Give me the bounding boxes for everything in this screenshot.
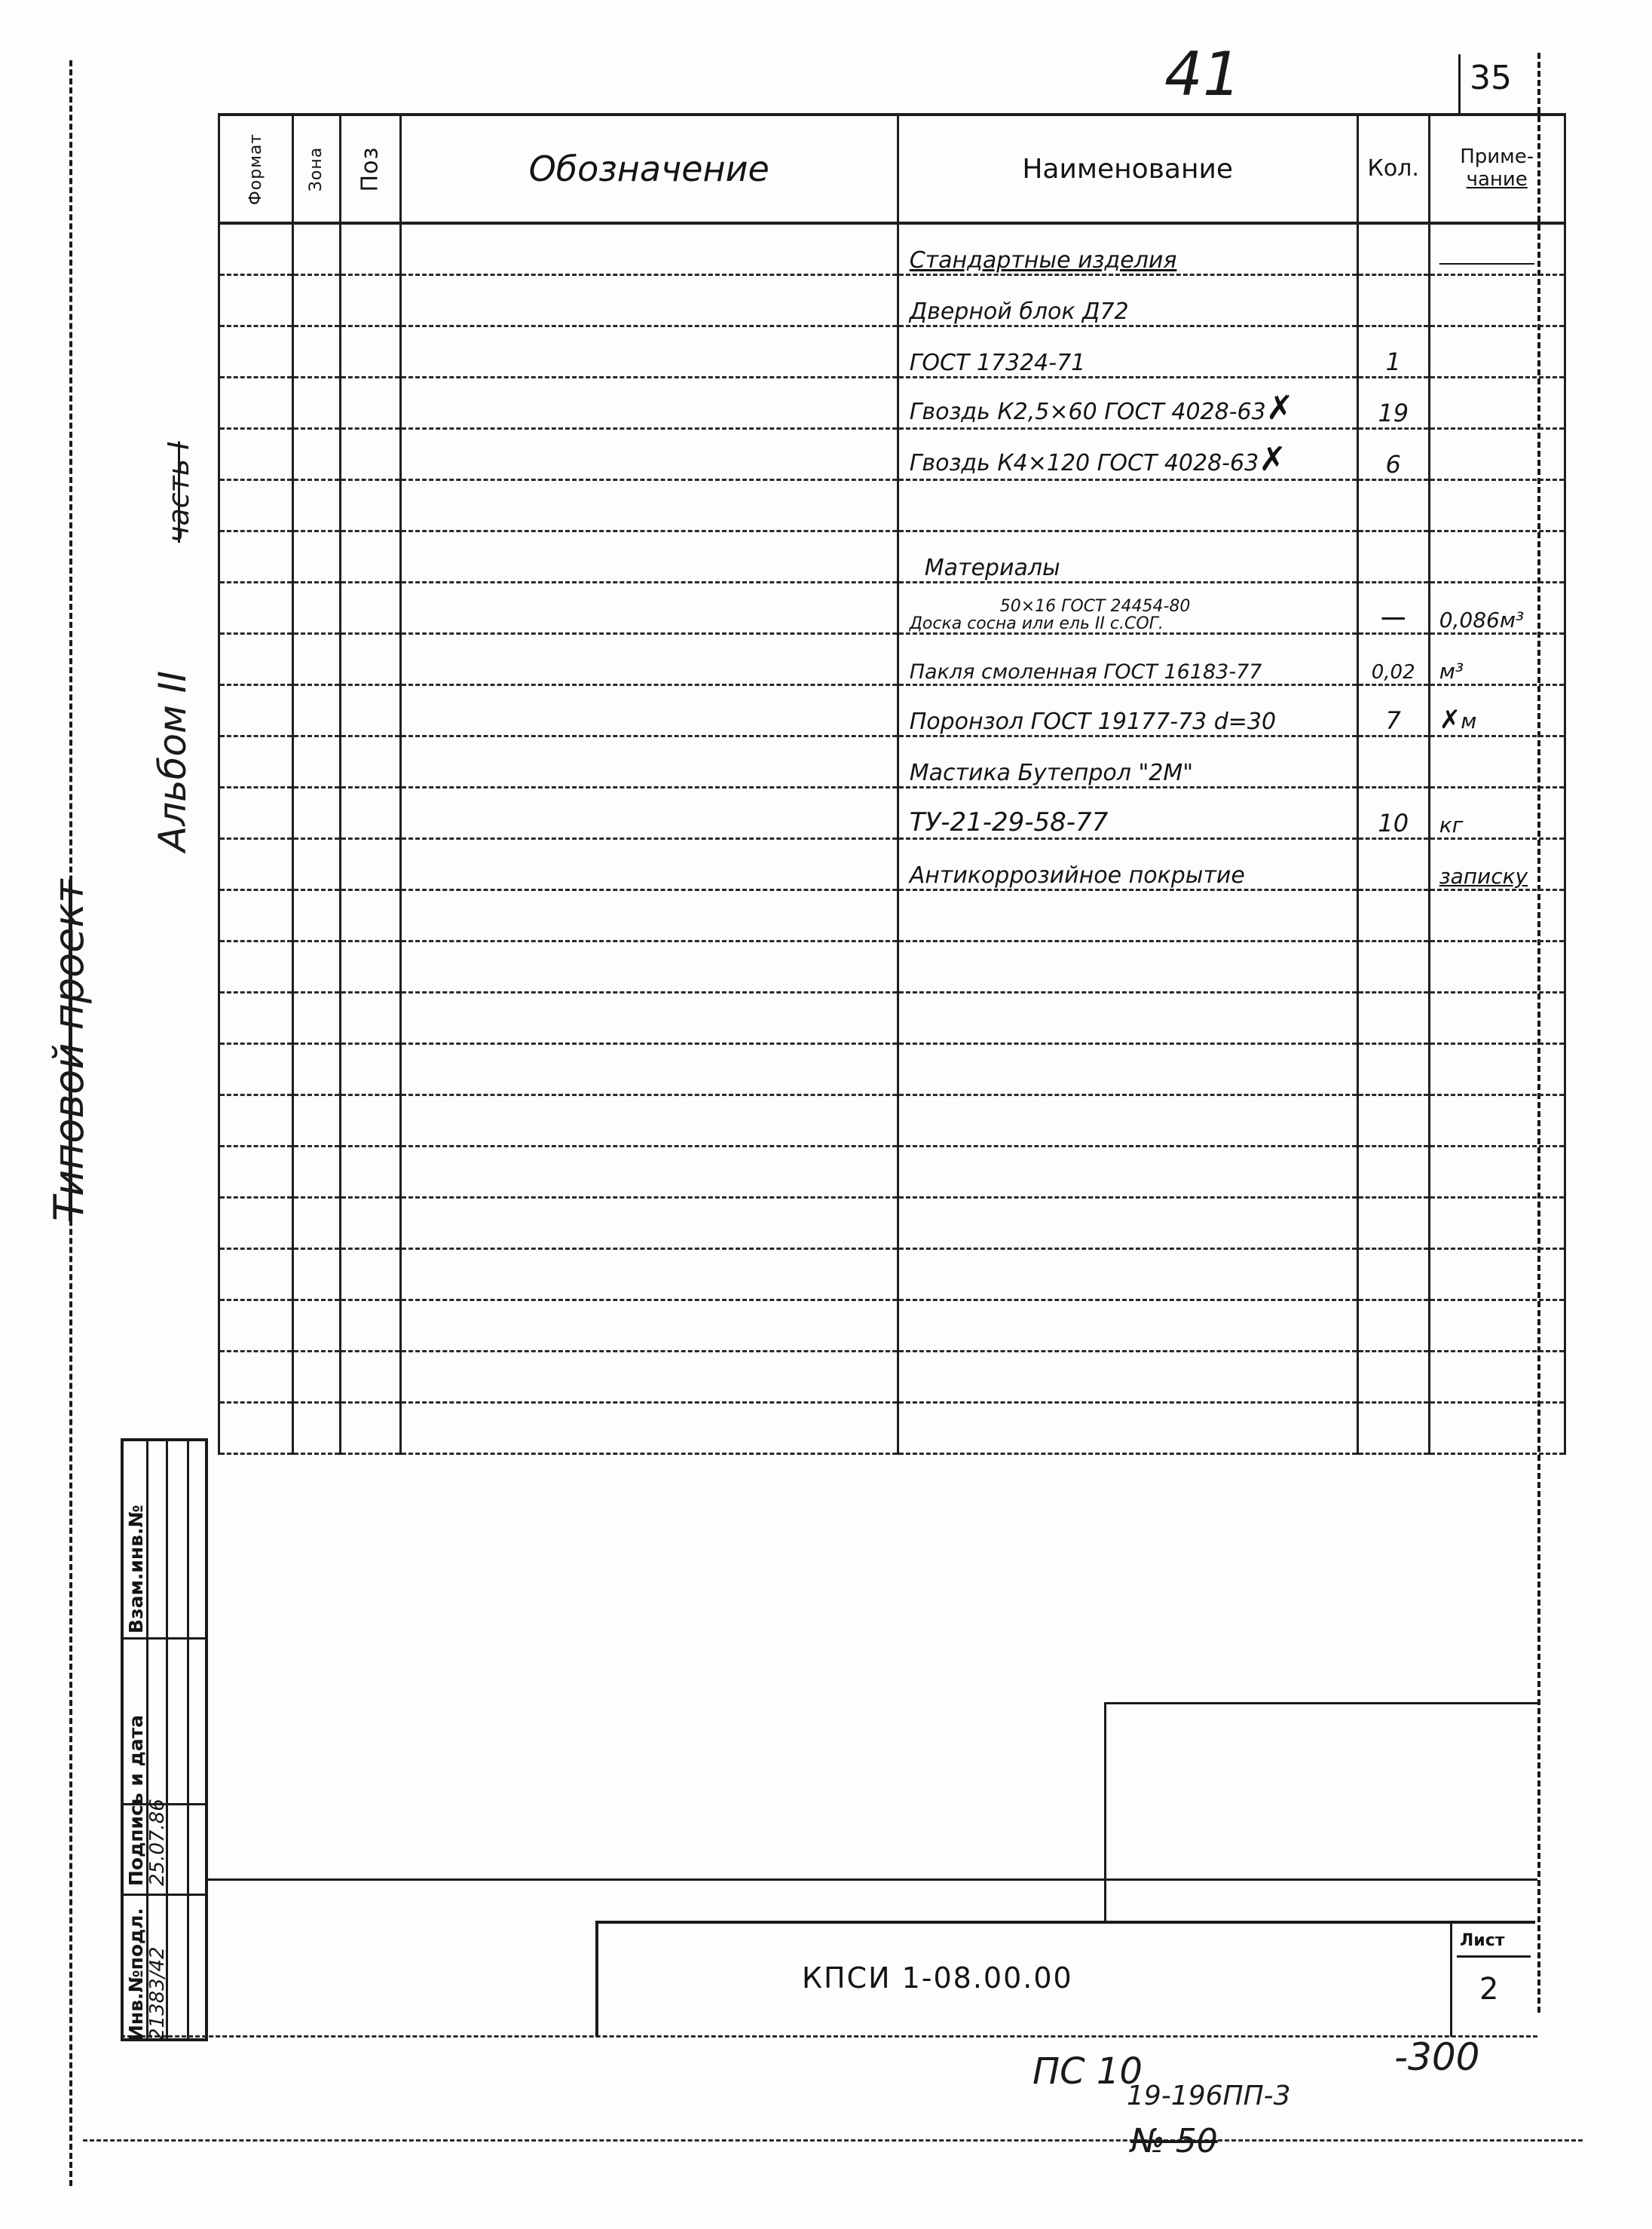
- row-note-struck: ——— ———: [1429, 223, 1565, 275]
- title-connector-h: [1104, 1702, 1537, 1704]
- row-name: ТУ-21-29-58-77: [898, 788, 1357, 839]
- row-name: Дверной блок Д72: [898, 275, 1357, 326]
- row-qty: 6: [1357, 429, 1429, 480]
- table-row: [219, 429, 1565, 480]
- page-corner-number: 35: [1470, 59, 1512, 97]
- header-format: Формат: [219, 115, 293, 223]
- header-pos: Поз: [340, 115, 400, 223]
- table-row: [219, 942, 1565, 993]
- stamp-inv-label: Инв.№подл.: [125, 1907, 147, 2041]
- table-row: [219, 480, 1565, 531]
- row-qty: 19: [1357, 378, 1429, 429]
- table-row: [219, 634, 1565, 685]
- table-row: [219, 1198, 1565, 1249]
- margin-note-album: Альбом II: [151, 670, 194, 852]
- table-row: [219, 378, 1565, 429]
- row-name: [898, 480, 1357, 531]
- table-row: [219, 1300, 1565, 1352]
- row-qty-struck: [1357, 583, 1429, 634]
- row-name: Мастика Бутепрол "2М": [898, 736, 1357, 788]
- header-zone: Зона: [293, 115, 340, 223]
- corner-mark: [1458, 54, 1461, 113]
- header-name: Наименование: [898, 115, 1357, 223]
- approval-stamp: [121, 1438, 208, 2041]
- title-connector-line: [1104, 1702, 1106, 1921]
- row-name: Поронзол ГОСТ 19177-73 d=30: [898, 685, 1357, 736]
- row-qty: 1: [1357, 326, 1429, 378]
- header-qty: Кол.: [1357, 115, 1429, 223]
- document-code: КПСИ 1-08.00.00: [802, 1961, 1073, 1995]
- row-qty: [1357, 275, 1429, 326]
- table-row: [219, 1095, 1565, 1147]
- stamp-sign-label: Подпись и дата: [125, 1714, 147, 1886]
- header-designation: Обозначение: [400, 115, 898, 223]
- title-top-rule: [208, 1878, 1537, 1881]
- row-note: м³: [1429, 634, 1565, 685]
- row-name: Гвоздь К2,5×60 ГОСТ 4028-63✗: [898, 378, 1357, 429]
- sheet-label: Лист: [1460, 1931, 1505, 1950]
- table-row: [219, 1403, 1565, 1454]
- row-name: 50×16 ГОСТ 24454-80 Доска сосна или ель II с.СОГ.: [898, 583, 1357, 634]
- table-row: [219, 1147, 1565, 1198]
- row-qty: [1357, 531, 1429, 583]
- row-name: Стандартные изделия: [898, 223, 1357, 275]
- row-note: [1429, 480, 1565, 531]
- sheet-separator: [1457, 1955, 1531, 1958]
- specification-table: [218, 113, 1566, 1455]
- row-note: [1429, 326, 1565, 378]
- row-qty: [1357, 839, 1429, 890]
- row-note: [1429, 275, 1565, 326]
- table-row: [219, 736, 1565, 788]
- table-header-row: [219, 115, 1565, 223]
- table-row: [219, 223, 1565, 275]
- row-note: [1429, 736, 1565, 788]
- table-row: [219, 326, 1565, 378]
- stamp-replaced-label: Взам.инв.№: [125, 1505, 147, 1633]
- table-row: [219, 1044, 1565, 1095]
- row-note: [1429, 429, 1565, 480]
- row-qty: [1357, 736, 1429, 788]
- row-note: [1429, 378, 1565, 429]
- row-note: [1429, 531, 1565, 583]
- cross-mark-icon: ✗: [1265, 389, 1294, 427]
- table-row: [219, 1352, 1565, 1403]
- margin-note-part: часть I: [162, 441, 195, 543]
- table-row: [219, 890, 1565, 942]
- row-qty: 0,02: [1357, 634, 1429, 685]
- footer-ref-number: -300: [1394, 2035, 1480, 2079]
- footer-ref-ps: ПС 10: [1032, 2050, 1143, 2093]
- row-name: Пакля смоленная ГОСТ 16183-77: [898, 634, 1357, 685]
- table-row: [219, 583, 1565, 634]
- cross-mark-icon: ✗: [1439, 705, 1461, 735]
- stamp-date-value: 25.07.86: [146, 1799, 169, 1886]
- table-row: [219, 993, 1565, 1044]
- stamp-inv-value: 21383/42: [146, 1946, 169, 2041]
- table-row: [219, 531, 1565, 583]
- sheet-box: [1450, 1924, 1535, 2037]
- row-name: Антикоррозийное покрытие: [898, 839, 1357, 890]
- footer-ref-stamp: № 50: [1130, 2122, 1218, 2160]
- row-qty: 10: [1357, 788, 1429, 839]
- row-qty: [1357, 223, 1429, 275]
- row-name: ГОСТ 17324-71: [898, 326, 1357, 378]
- row-name: Материалы: [898, 531, 1357, 583]
- table-row: [219, 788, 1565, 839]
- row-note: записку: [1429, 839, 1565, 890]
- row-qty: [1357, 480, 1429, 531]
- row-qty: 7: [1357, 685, 1429, 736]
- footer-ref-code: 19-196ПП-3: [1127, 2081, 1291, 2111]
- page-number-handwritten: 41: [1164, 39, 1241, 109]
- table-row: [219, 1249, 1565, 1300]
- row-note: ✗м: [1429, 685, 1565, 736]
- margin-note-project: Типовой проект: [45, 879, 93, 1221]
- row-note: кг: [1429, 788, 1565, 839]
- cross-mark-icon: ✗: [1259, 440, 1287, 479]
- row-note: 0,086м³: [1429, 583, 1565, 634]
- bottom-frame-line: [83, 2139, 1583, 2142]
- header-note: Приме- чание: [1429, 115, 1565, 223]
- table-row: [219, 275, 1565, 326]
- row-name: Гвоздь К4×120 ГОСТ 4028-63✗: [898, 429, 1357, 480]
- title-block: [595, 1921, 1535, 2037]
- table-row: [219, 839, 1565, 890]
- sheet-number: 2: [1479, 1972, 1499, 2007]
- table-row: [219, 685, 1565, 736]
